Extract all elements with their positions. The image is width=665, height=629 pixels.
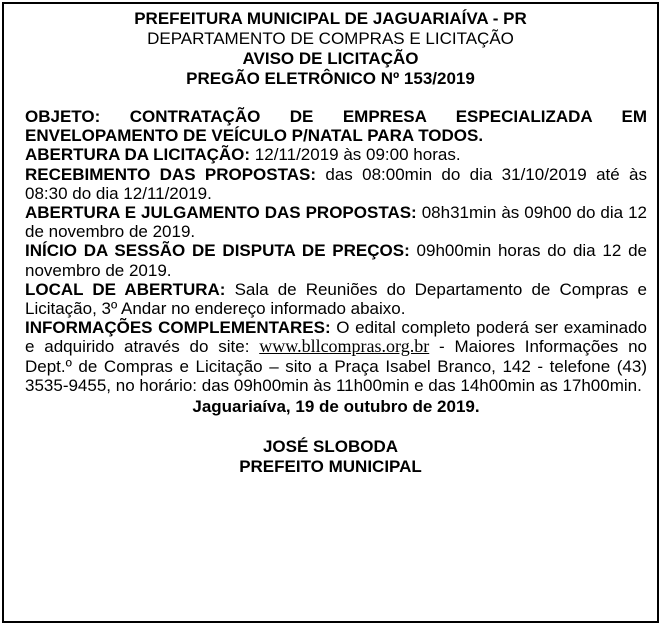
info-paragraph bbox=[25, 318, 647, 395]
department-title: DEPARTAMENTO DE COMPRAS E LICITAÇÃO bbox=[147, 29, 514, 48]
disputa-label: INÍCIO DA SESSÃO DE DISPUTA DE PREÇOS: bbox=[25, 241, 410, 261]
local-text: Sala de Reuniões do Departamento de Compras e Licitação, 3º Andar no endereço informado abaixo. bbox=[25, 279, 647, 319]
local-label: LOCAL DE ABERTURA: bbox=[25, 279, 226, 299]
abertura-label: ABERTURA DA LICITAÇÃO: bbox=[25, 145, 251, 165]
city-hall-title: PREFEITURA MUNICIPAL DE JAGUARIAÍVA - PR bbox=[134, 9, 527, 28]
local-paragraph bbox=[25, 280, 647, 318]
info-text-after: - Maiores Informações no Dept.º de Compras e Licitação – sito a Praça Isabel Branco, 142 - telefone (43) 3535-9455, no horário: das 09h00min às 11h00min e das 14h00min as 17h00min. bbox=[25, 337, 647, 395]
julgamento-label: ABERTURA E JULGAMENTO DAS PROPOSTAS: bbox=[25, 203, 417, 223]
disputa-paragraph bbox=[25, 241, 647, 279]
recebimento-label: RECEBIMENTO DAS PROPOSTAS: bbox=[25, 164, 317, 184]
notice-body bbox=[4, 107, 657, 416]
recebimento-paragraph bbox=[25, 165, 647, 203]
notice-title: AVISO DE LICITAÇÃO bbox=[242, 49, 419, 68]
disputa-text: 09h00min horas do dia 12 de novembro de 2019. bbox=[25, 241, 647, 280]
julgamento-text: 08h31min às 09h00 do dia 12 de novembro de 2019. bbox=[25, 203, 647, 242]
signature-block bbox=[4, 437, 657, 477]
julgamento-paragraph bbox=[25, 203, 647, 241]
objeto-paragraph: OBJETO: CONTRATAÇÃO DE EMPRESA ESPECIALIZADA EM ENVELOPAMENTO DE VEÍCULO P/NATAL PARA TODOS. bbox=[25, 107, 647, 146]
auction-number: PREGÃO ELETRÔNICO Nº 153/2019 bbox=[186, 69, 475, 88]
info-label: INFORMAÇÕES COMPLEMENTARES: bbox=[25, 318, 331, 338]
date-line: Jaguariaíva, 19 de outubro de 2019. bbox=[192, 397, 480, 417]
website-link[interactable]: www.bllcompras.org.br bbox=[259, 336, 430, 357]
signatory-role: PREFEITO MUNICIPAL bbox=[239, 457, 422, 477]
licitacao-notice bbox=[2, 2, 659, 623]
abertura-paragraph bbox=[25, 145, 647, 164]
info-text-before: O edital completo poderá ser examinado e adquirido através do site: bbox=[25, 318, 647, 357]
recebimento-text: das 08:00min do dia 31/10/2019 até às 08:30 do dia 12/11/2019. bbox=[25, 164, 648, 203]
notice-header bbox=[4, 4, 657, 89]
abertura-text: 12/11/2019 às 09:00 horas. bbox=[250, 145, 461, 165]
signatory-name: JOSÉ SLOBODA bbox=[262, 437, 399, 457]
